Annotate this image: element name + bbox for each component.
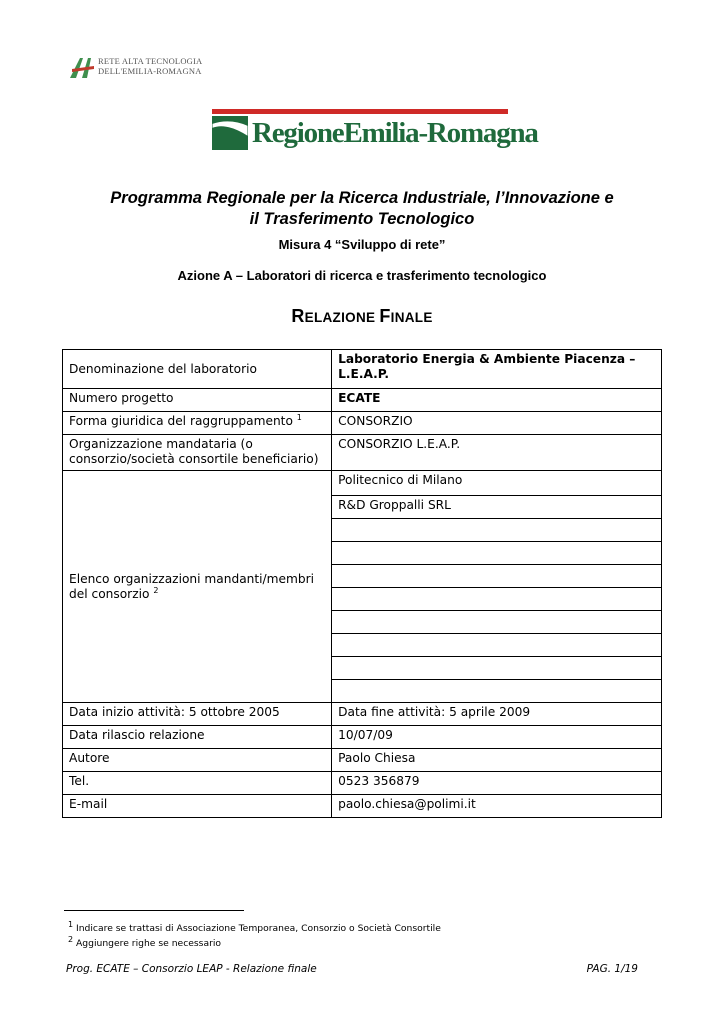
numero-progetto-value: ECATE [332,389,662,412]
mandataria-value: CONSORZIO L.E.A.P. [332,435,662,471]
mandataria-label: Organizzazione mandataria (o consorzio/società consortile beneficiario) [63,435,332,471]
azione-heading: Azione A – Laboratori di ricerca e trasferimento tecnologico [177,268,547,283]
relazione-rest-2: INALE [390,310,433,325]
membro-8 [332,634,662,657]
footnote-1 [68,919,441,934]
email-label: E-mail [63,795,332,818]
table-row [63,749,662,772]
table-row [63,350,662,389]
data-rilascio-value: 10/07/09 [332,726,662,749]
document-title [40,188,684,230]
title-line-2: il Trasferimento Tecnologico [249,210,475,228]
membro-2: R&D Groppalli SRL [332,496,662,519]
relazione-finale-heading [0,306,724,327]
membro-1: Politecnico di Milano [332,471,662,496]
membro-10 [332,680,662,703]
table-row [63,412,662,435]
membro-5 [332,565,662,588]
footer-page-number: PAG. 1/19 [586,963,638,975]
footnote-2-text: Aggiungere righe se necessario [76,938,222,949]
relazione-rest-1: ELAZIONE [304,310,380,325]
elenco-cell [63,471,332,703]
data-fine: Data fine attività: 5 aprile 2009 [332,703,662,726]
table-row [63,772,662,795]
footnote-ref-1: 1 [296,412,302,422]
membro-3 [332,519,662,542]
title-line-1: Programma Regionale per la Ricerca Industriale, l’Innovazione e [110,189,614,207]
table-row [63,703,662,726]
footnote-1-text: Indicare se trattasi di Associazione Temporanea, Consorzio o Società Consortile [76,923,441,934]
elenco-label: Elenco organizzazioni mandanti/membri del consorzio [69,571,315,601]
email-value: paolo.chiesa@polimi.it [332,795,662,818]
membro-7 [332,611,662,634]
table-row [63,471,662,496]
relazione-initial-r: R [291,306,305,326]
forma-giuridica-value: CONSORZIO [332,412,662,435]
tel-label: Tel. [63,772,332,795]
footnote-ref-2: 2 [153,585,159,595]
table-row [63,389,662,412]
data-inizio: Data inizio attività: 5 ottobre 2005 [63,703,332,726]
footnote-2-number: 2 [68,934,74,944]
rete-alta-tecnologia-logo [68,54,208,80]
network-logo-icon [68,54,96,80]
regione-emilia-romagna-logo [212,109,538,151]
membro-6 [332,588,662,611]
autore-value: Paolo Chiesa [332,749,662,772]
denominazione-value: Laboratorio Energia & Ambiente Piacenza – L.E.A.P. [332,350,662,389]
region-logo-text: RegioneEmilia-Romagna [252,117,538,149]
footnote-separator [64,910,244,911]
table-row [63,435,662,471]
project-info-table [62,349,662,818]
logo-red-bar [212,109,508,114]
network-logo-line1: RETE ALTA TECNOLOGIA [98,56,203,66]
misura-heading: Misura 4 “Sviluppo di rete” [278,237,446,252]
data-rilascio-label: Data rilascio relazione [63,726,332,749]
footnote-1-number: 1 [68,919,74,929]
numero-progetto-label: Numero progetto [63,389,332,412]
tel-value: 0523 356879 [332,772,662,795]
relazione-initial-f: F [379,306,391,326]
forma-giuridica-label: Forma giuridica del raggruppamento [69,414,293,428]
membro-4 [332,542,662,565]
table-row [63,795,662,818]
membro-9 [332,657,662,680]
table-row [63,726,662,749]
region-flag-icon [212,116,248,150]
network-logo-line2: DELL'EMILIA-ROMAGNA [98,66,202,76]
footnote-2 [68,934,222,949]
forma-giuridica-cell [63,412,332,435]
footer-document-info: Prog. ECATE – Consorzio LEAP - Relazione finale [66,963,317,975]
denominazione-label: Denominazione del laboratorio [63,350,332,389]
autore-label: Autore [63,749,332,772]
